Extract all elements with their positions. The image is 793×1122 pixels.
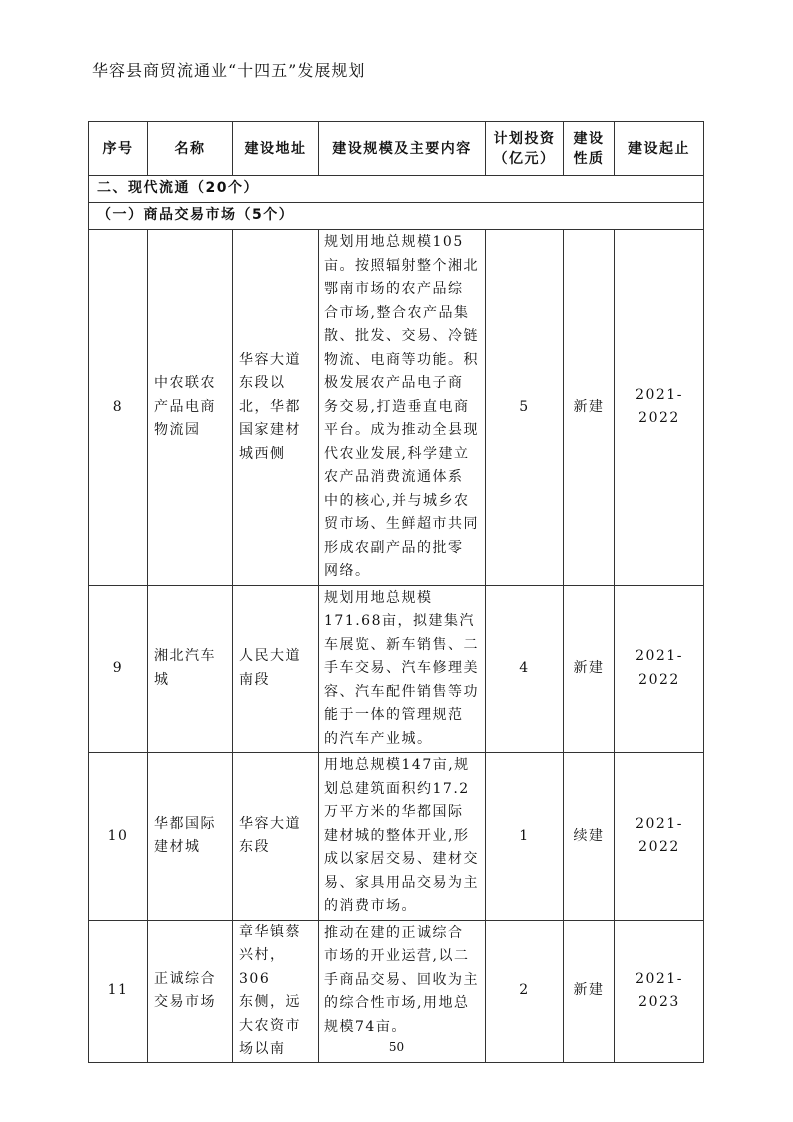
cell-type: 新建 — [564, 585, 615, 753]
cell-name: 中农联农 产品电商 物流园 — [148, 230, 233, 586]
cell-period: 2021-2023 — [615, 920, 704, 1062]
cell-type: 新建 — [564, 920, 615, 1062]
section-heading: 二、现代流通（20个） — [89, 176, 704, 203]
column-header: 名称 — [148, 122, 233, 176]
subsection-heading: （一）商品交易市场（5个） — [89, 203, 704, 230]
column-header: 建设规模及主要内容 — [319, 122, 486, 176]
cell-content: 规划用地总规模 171.68亩，拟建集汽 车展览、新车销售、二 手车交易、汽车修理美 容、汽车配件销售等功 能于一体的管理规范 的汽车产业城。 — [319, 585, 486, 753]
table-row — [89, 585, 704, 753]
column-header: 序号 — [89, 122, 148, 176]
table-header-row — [89, 122, 704, 176]
cell-name: 正诚综合 交易市场 — [148, 920, 233, 1062]
cell-investment: 4 — [486, 585, 564, 753]
cell-no: 9 — [89, 585, 148, 753]
project-table — [88, 121, 704, 1063]
table-row — [89, 753, 704, 921]
cell-content: 规划用地总规模105 亩。按照辐射整个湘北 鄂南市场的农产品综 合市场,整合农产品集 散、批发、交易、冷链 物流、电商等功能。积 极发展农产品电子商 务交易,打造垂直电商 平台。成为推动全县现 代农业发展,科学建立 农产品消费流通体系 中的核心,并与城乡农 贸市场、生鲜超市共同 形成农副产品的批零 网络。 — [319, 230, 486, 586]
cell-no: 10 — [89, 753, 148, 921]
column-header: 建设地址 — [233, 122, 319, 176]
column-header: 建设 性质 — [564, 122, 615, 176]
cell-name: 华都国际 建材城 — [148, 753, 233, 921]
table-row — [89, 230, 704, 586]
cell-period: 2021-2022 — [615, 753, 704, 921]
cell-content: 推动在建的正诚综合 市场的开业运营,以二 手商品交易、回收为主 的综合性市场,用地总 规模74亩。 — [319, 920, 486, 1062]
cell-investment: 1 — [486, 753, 564, 921]
running-header: 华容县商贸流通业“十四五”发展规划 — [92, 61, 366, 80]
cell-period: 2021-2022 — [615, 585, 704, 753]
cell-investment: 5 — [486, 230, 564, 586]
cell-type: 新建 — [564, 230, 615, 586]
cell-address: 华容大道 东段以 北，华都 国家建材 城西侧 — [233, 230, 319, 586]
cell-type: 续建 — [564, 753, 615, 921]
cell-no: 11 — [89, 920, 148, 1062]
column-header: 计划投资 （亿元） — [486, 122, 564, 176]
cell-name: 湘北汽车 城 — [148, 585, 233, 753]
cell-period: 2021-2022 — [615, 230, 704, 586]
cell-address: 章华镇蔡 兴村，306 东侧，远 大农资市 场以南 — [233, 920, 319, 1062]
page-number: 50 — [388, 1040, 405, 1054]
cell-address: 华容大道 东段 — [233, 753, 319, 921]
cell-address: 人民大道 南段 — [233, 585, 319, 753]
column-header: 建设起止 — [615, 122, 704, 176]
cell-no: 8 — [89, 230, 148, 586]
cell-content: 用地总规模147亩,规 划总建筑面积约17.2 万平方米的华都国际 建材城的整体开业,形 成以家居交易、建材交 易、家具用品交易为主 的消费市场。 — [319, 753, 486, 921]
cell-investment: 2 — [486, 920, 564, 1062]
